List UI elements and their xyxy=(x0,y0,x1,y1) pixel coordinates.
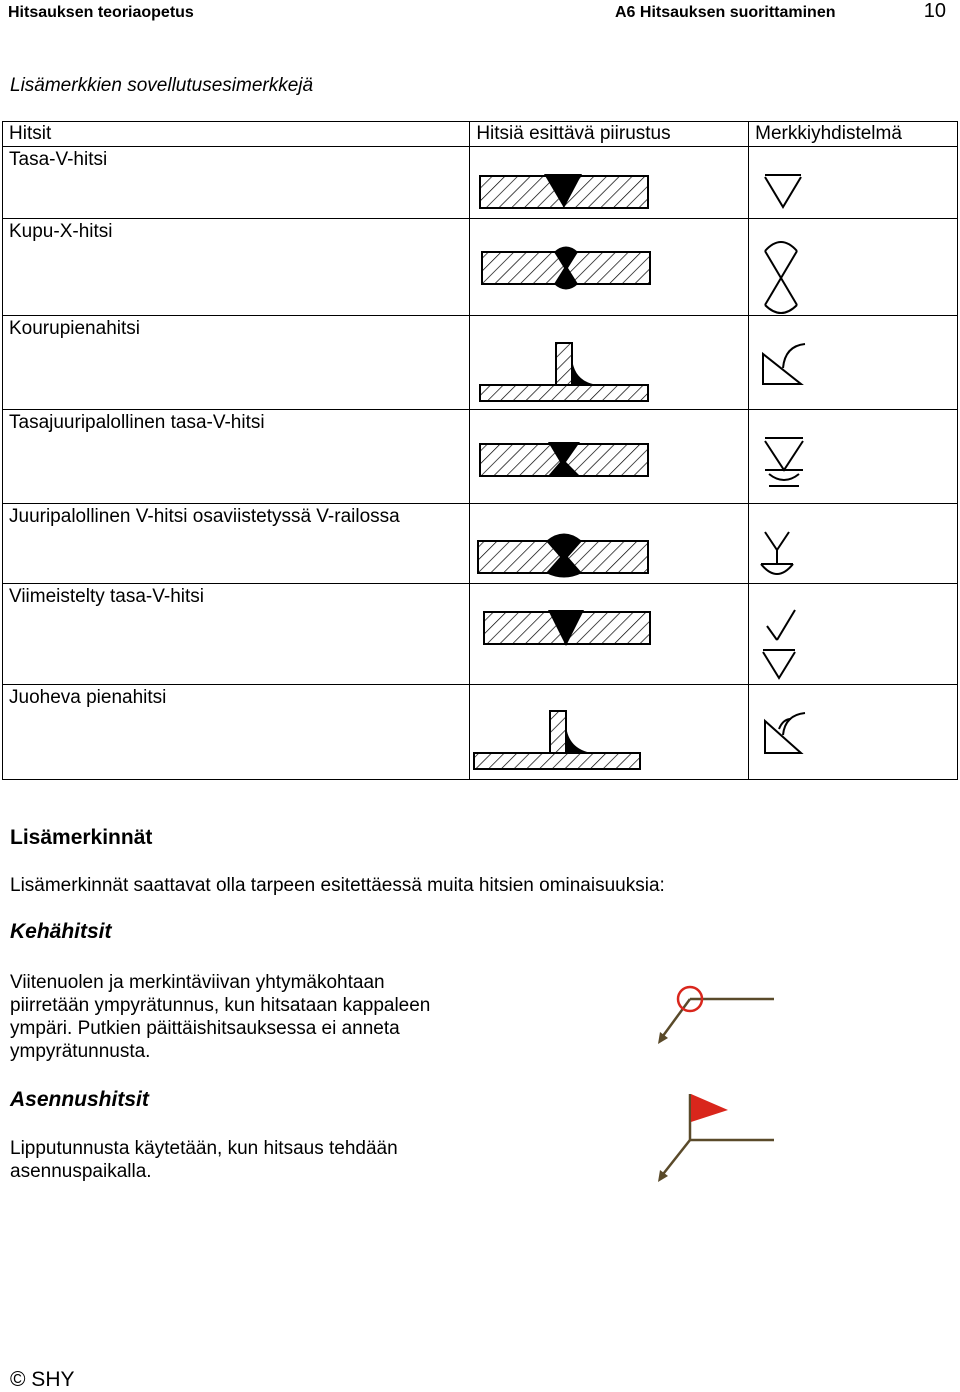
weld-name: Tasa-V-hitsi xyxy=(9,149,108,170)
asennushitsit-line-1: Lipputunnusta käytetään, kun hitsaus tehdään xyxy=(10,1138,398,1159)
weld-name: Viimeistelty tasa-V-hitsi xyxy=(9,586,204,607)
tasa-v-weld-drawing xyxy=(470,147,742,218)
y-root-symbol xyxy=(749,504,951,583)
asennushitsit-line-2: asennuspaikalla. xyxy=(10,1161,152,1182)
table-row xyxy=(3,584,958,685)
asennushitsit-heading: Asennushitsit xyxy=(10,1088,149,1111)
weld-name: Juuripalollinen V-hitsi osaviistetyssä V-railossa xyxy=(9,506,400,527)
table-row xyxy=(3,410,958,504)
table-header-row xyxy=(3,122,958,147)
finished-v-symbol xyxy=(749,584,951,684)
kupu-x-weld-drawing xyxy=(470,219,742,315)
flat-root-v-weld-drawing xyxy=(470,410,742,503)
smooth-fillet-symbol xyxy=(749,685,951,779)
kehahitsit-heading: Kehähitsit xyxy=(10,920,112,943)
v-flat-symbol xyxy=(749,147,951,218)
concave-fillet-symbol xyxy=(749,316,951,409)
header-center: A6 Hitsauksen suorittaminen xyxy=(615,4,836,21)
header-left: Hitsauksen teoriaopetus xyxy=(8,4,194,21)
section-title: Lisämerkkien sovellutusesimerkkejä xyxy=(10,75,314,96)
root-bead-y-weld-drawing xyxy=(470,504,742,583)
copyright-footer: © SHY xyxy=(10,1368,75,1391)
kehahitsit-line-3: ympäri. Putkien päittäishitsauksessa ei anneta xyxy=(10,1018,400,1039)
weld-name: Tasajuuripalollinen tasa-V-hitsi xyxy=(9,412,265,433)
table-row xyxy=(3,316,958,410)
weld-name: Kupu-X-hitsi xyxy=(9,221,113,242)
page-number: 10 xyxy=(923,0,946,22)
weld-examples-table xyxy=(2,121,958,780)
site-weld-flag-icon xyxy=(648,1088,780,1188)
lisamerkinnat-heading: Lisämerkinnät xyxy=(10,826,153,849)
table-row xyxy=(3,504,958,584)
column-header-hitsit: Hitsit xyxy=(3,122,470,147)
column-header-symbol: Merkkiyhdistelmä xyxy=(749,122,958,147)
circle-weld-arrow-icon xyxy=(648,972,780,1052)
weld-name: Kourupienahitsi xyxy=(9,318,140,339)
table-row xyxy=(3,685,958,780)
lisamerkinnat-intro: Lisämerkinnät saattavat olla tarpeen esitettäessä muita hitsien ominaisuuksia: xyxy=(10,875,665,896)
column-header-drawing: Hitsiä esittävä piirustus xyxy=(470,122,749,147)
smooth-fillet-drawing xyxy=(470,685,742,779)
finished-v-weld-drawing xyxy=(470,584,742,684)
kehahitsit-line-2: piirretään ympyrätunnus, kun hitsataan kappaleen xyxy=(10,995,431,1016)
weld-name: Juoheva pienahitsi xyxy=(9,687,167,708)
table-row xyxy=(3,147,958,219)
concave-fillet-drawing xyxy=(470,316,742,409)
table-row xyxy=(3,219,958,316)
x-convex-symbol xyxy=(749,219,951,315)
v-flat-root-symbol xyxy=(749,410,951,503)
kehahitsit-line-4: ympyrätunnusta. xyxy=(10,1041,151,1062)
kehahitsit-line-1: Viitenuolen ja merkintäviivan yhtymäkohtaan xyxy=(10,972,385,993)
